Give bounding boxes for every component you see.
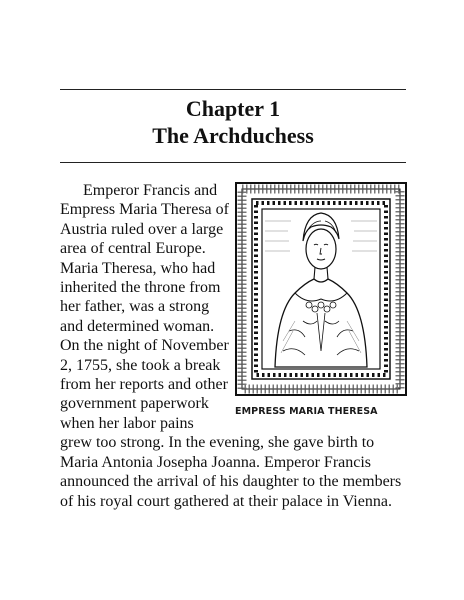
portrait-figure — [233, 181, 410, 417]
chapter-title: The Archduchess — [152, 123, 314, 148]
portrait-caption: EMPRESS MARIA THERESA — [235, 406, 378, 417]
chapter-body — [60, 181, 410, 511]
body-paragraph: Emperor Francis and Empress Maria Theresa of Austria ruled over a large area of central Europe. Maria Theresa, who had inherited the throne from her father, was a strong and determined woman. On the night of November 2, 1755, she took a break from her reports and other government paperwork when her labor pains grew too strong. In the evening, she gave birth to Maria Antonia Josepha Joanna. Emperor Francis announced the arrival of his daughter to the members of his royal court gathered at their palace in Vienna. — [60, 182, 402, 510]
bottom-rule — [60, 162, 406, 163]
chapter-number: Chapter 1 — [185, 96, 281, 121]
top-rule — [60, 89, 406, 90]
chapter-heading — [60, 95, 406, 149]
portrait-illustration — [233, 181, 410, 399]
